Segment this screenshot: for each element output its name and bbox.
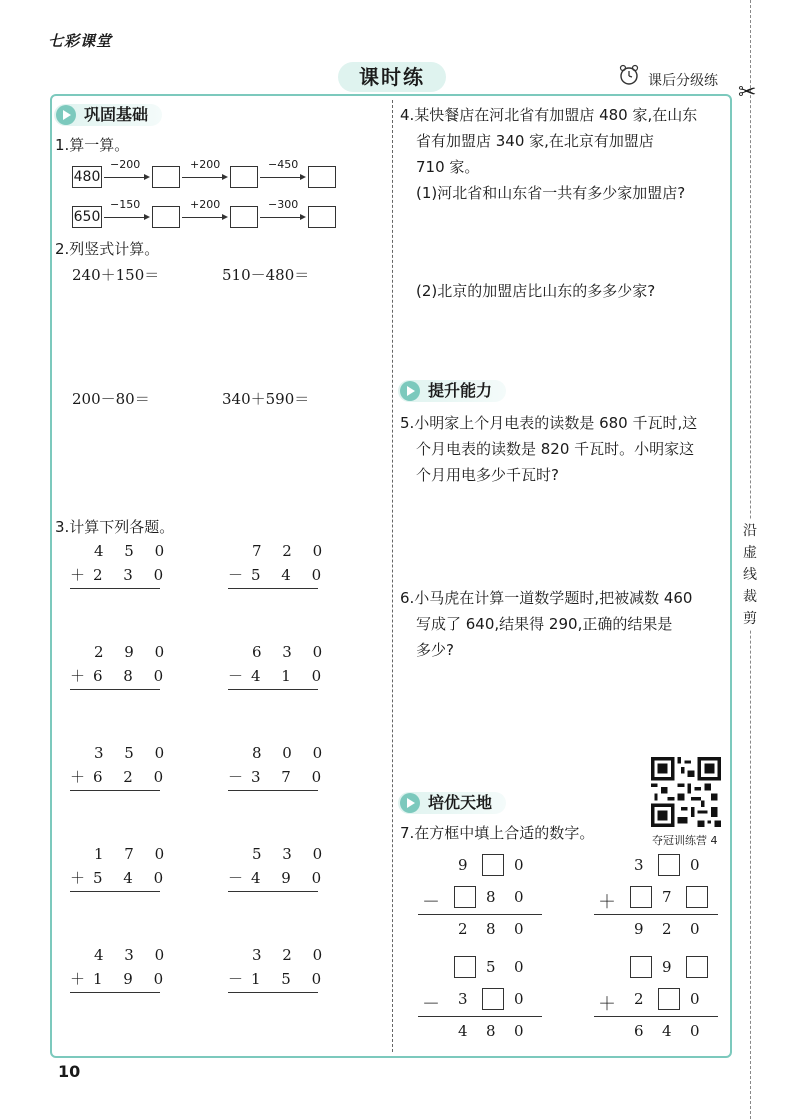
q7-result-digit: 2 <box>458 920 468 938</box>
arrow-icon <box>104 217 148 218</box>
arrow-icon <box>182 177 226 178</box>
q5-line3: 个月用电多少千瓦时? <box>416 466 559 484</box>
cut-instruction: 沿虚线裁剪 <box>741 520 759 630</box>
q6-line1: 6.小马虎在计算一道数学题时,把被减数 460 <box>400 589 693 607</box>
q7-result-digit: 4 <box>662 1022 672 1040</box>
q7-bottom-digit: 7 <box>662 888 672 906</box>
vertical-bottom-number: －5 4 0 <box>228 566 330 584</box>
section-basic <box>54 104 162 126</box>
qr-code-icon <box>651 757 721 827</box>
q4-line3: 710 家。 <box>416 158 480 176</box>
q7-bottom-digit: 0 <box>690 990 700 1008</box>
q7-result-digit: 0 <box>514 920 524 938</box>
q7-result-digit: 9 <box>634 920 644 938</box>
q4-line1: 4.某快餐店在河北省有加盟店 480 家,在山东 <box>400 106 698 124</box>
vertical-line <box>228 689 318 690</box>
q4-sub2: (2)北京的加盟店比山东的多多少家? <box>416 282 656 300</box>
q4-sub1: (1)河北省和山东省一共有多少家加盟店? <box>416 184 686 202</box>
q7-operator: ＋ <box>598 994 616 1015</box>
vertical-bottom-number: －3 7 0 <box>228 768 330 786</box>
q7-top-digit: 9 <box>662 958 672 976</box>
vertical-top-number: 3 2 0 <box>252 946 331 964</box>
qr-label: 夺冠训练营 4 <box>652 834 718 847</box>
vertical-bottom-number: ＋1 9 0 <box>70 970 172 988</box>
q7-bottom-digit: 2 <box>634 990 644 1008</box>
answer-box[interactable] <box>152 206 180 228</box>
fill-box[interactable] <box>482 854 504 876</box>
chain2-start: 650 <box>72 206 102 228</box>
vertical-line <box>70 992 160 993</box>
q2-item: 510－480＝ <box>222 266 310 284</box>
q2-item: 200－80＝ <box>72 390 150 408</box>
q7-line <box>594 914 718 915</box>
vertical-top-number: 6 3 0 <box>252 643 331 661</box>
q7-result-digit: 2 <box>662 920 672 938</box>
vertical-top-number: 4 5 0 <box>94 542 173 560</box>
vertical-top-number: 2 9 0 <box>94 643 173 661</box>
q2-title: 2.列竖式计算。 <box>55 240 160 258</box>
q7-top-digit: 0 <box>514 958 524 976</box>
q7-result-digit: 4 <box>458 1022 468 1040</box>
section-excellent-label: 培优天地 <box>428 793 493 812</box>
answer-box[interactable] <box>230 166 258 188</box>
q1-title: 1.算一算。 <box>55 136 130 154</box>
fill-box[interactable] <box>454 886 476 908</box>
q7-title: 7.在方框中填上合适的数字。 <box>400 824 595 842</box>
fill-box[interactable] <box>454 956 476 978</box>
q7-top-digit: 0 <box>514 856 524 874</box>
q7-result-digit: 0 <box>514 1022 524 1040</box>
arrow-icon <box>182 217 226 218</box>
answer-box[interactable] <box>230 206 258 228</box>
q5-line2: 个月电表的读数是 820 千瓦时。小明家这 <box>416 440 695 458</box>
vertical-line <box>70 891 160 892</box>
fill-box[interactable] <box>686 886 708 908</box>
play-icon <box>400 793 420 813</box>
vertical-top-number: 7 2 0 <box>252 542 331 560</box>
section-basic-label: 巩固基础 <box>84 105 149 124</box>
chain1-op3: −450 <box>268 158 299 171</box>
q7-bottom-digit: 8 <box>486 888 496 906</box>
q7-operator: － <box>422 994 440 1015</box>
vertical-bottom-number: －4 9 0 <box>228 869 330 887</box>
scissors-icon: ✂ <box>738 80 757 105</box>
q7-result-digit: 6 <box>634 1022 644 1040</box>
chain1-op2: +200 <box>190 158 221 171</box>
arrow-icon <box>260 217 304 218</box>
section-improve-label: 提升能力 <box>428 381 493 400</box>
q6-line2: 写成了 640,结果得 290,正确的结果是 <box>416 615 673 633</box>
chain2-op1: −150 <box>110 198 141 211</box>
vertical-line <box>70 790 160 791</box>
play-icon <box>400 381 420 401</box>
arrow-icon <box>104 177 148 178</box>
q7-result-digit: 8 <box>486 1022 496 1040</box>
vertical-bottom-number: －1 5 0 <box>228 970 330 988</box>
vertical-line <box>228 588 318 589</box>
q2-item: 340＋590＝ <box>222 390 310 408</box>
vertical-line <box>228 790 318 791</box>
fill-box[interactable] <box>630 956 652 978</box>
q7-top-digit: 3 <box>634 856 644 874</box>
vertical-bottom-number: ＋6 8 0 <box>70 667 172 685</box>
chain2-op2: +200 <box>190 198 221 211</box>
chain1-start: 480 <box>72 166 102 188</box>
section-improve <box>398 380 506 402</box>
chain2-op3: −300 <box>268 198 299 211</box>
fill-box[interactable] <box>658 854 680 876</box>
fill-box[interactable] <box>630 886 652 908</box>
q7-operator: ＋ <box>598 892 616 913</box>
vertical-top-number: 8 0 0 <box>252 744 331 762</box>
vertical-top-number: 4 3 0 <box>94 946 173 964</box>
play-icon <box>56 105 76 125</box>
q7-bottom-digit: 3 <box>458 990 468 1008</box>
q7-result-digit: 0 <box>690 1022 700 1040</box>
q7-result-digit: 8 <box>486 920 496 938</box>
fill-box[interactable] <box>482 988 504 1010</box>
vertical-line <box>228 992 318 993</box>
q7-top-digit: 9 <box>458 856 468 874</box>
brand-logo: 七彩课堂 <box>48 32 113 50</box>
alarm-clock-icon <box>618 64 640 86</box>
q2-item: 240＋150＝ <box>72 266 160 284</box>
vertical-bottom-number: ＋6 2 0 <box>70 768 172 786</box>
fill-box[interactable] <box>686 956 708 978</box>
vertical-top-number: 3 5 0 <box>94 744 173 762</box>
page-number: 10 <box>58 1062 81 1081</box>
vertical-bottom-number: ＋2 3 0 <box>70 566 172 584</box>
fill-box[interactable] <box>658 988 680 1010</box>
q7-top-digit: 5 <box>486 958 496 976</box>
q6-line3: 多少? <box>416 641 454 659</box>
vertical-line <box>228 891 318 892</box>
vertical-bottom-number: ＋5 4 0 <box>70 869 172 887</box>
vertical-line <box>70 689 160 690</box>
q4-line2: 省有加盟店 340 家,在北京有加盟店 <box>416 132 654 150</box>
q7-top-digit: 0 <box>690 856 700 874</box>
page-title: 课时练 <box>338 62 446 92</box>
answer-box[interactable] <box>308 206 336 228</box>
q7-line <box>594 1016 718 1017</box>
answer-box[interactable] <box>152 166 180 188</box>
q7-line <box>418 1016 542 1017</box>
subtitle: 课后分级练 <box>648 73 718 89</box>
arrow-icon <box>260 177 304 178</box>
q5-line1: 5.小明家上个月电表的读数是 680 千瓦时,这 <box>400 414 698 432</box>
section-excellent <box>398 792 506 814</box>
chain1-op1: −200 <box>110 158 141 171</box>
vertical-line <box>70 588 160 589</box>
vertical-top-number: 1 7 0 <box>94 845 173 863</box>
vertical-top-number: 5 3 0 <box>252 845 331 863</box>
q7-bottom-digit: 0 <box>514 888 524 906</box>
answer-box[interactable] <box>308 166 336 188</box>
q7-result-digit: 0 <box>690 920 700 938</box>
q7-line <box>418 914 542 915</box>
q7-operator: － <box>422 892 440 913</box>
q7-bottom-digit: 0 <box>514 990 524 1008</box>
column-divider <box>392 100 393 1052</box>
q3-title: 3.计算下列各题。 <box>55 518 175 536</box>
vertical-bottom-number: －4 1 0 <box>228 667 330 685</box>
